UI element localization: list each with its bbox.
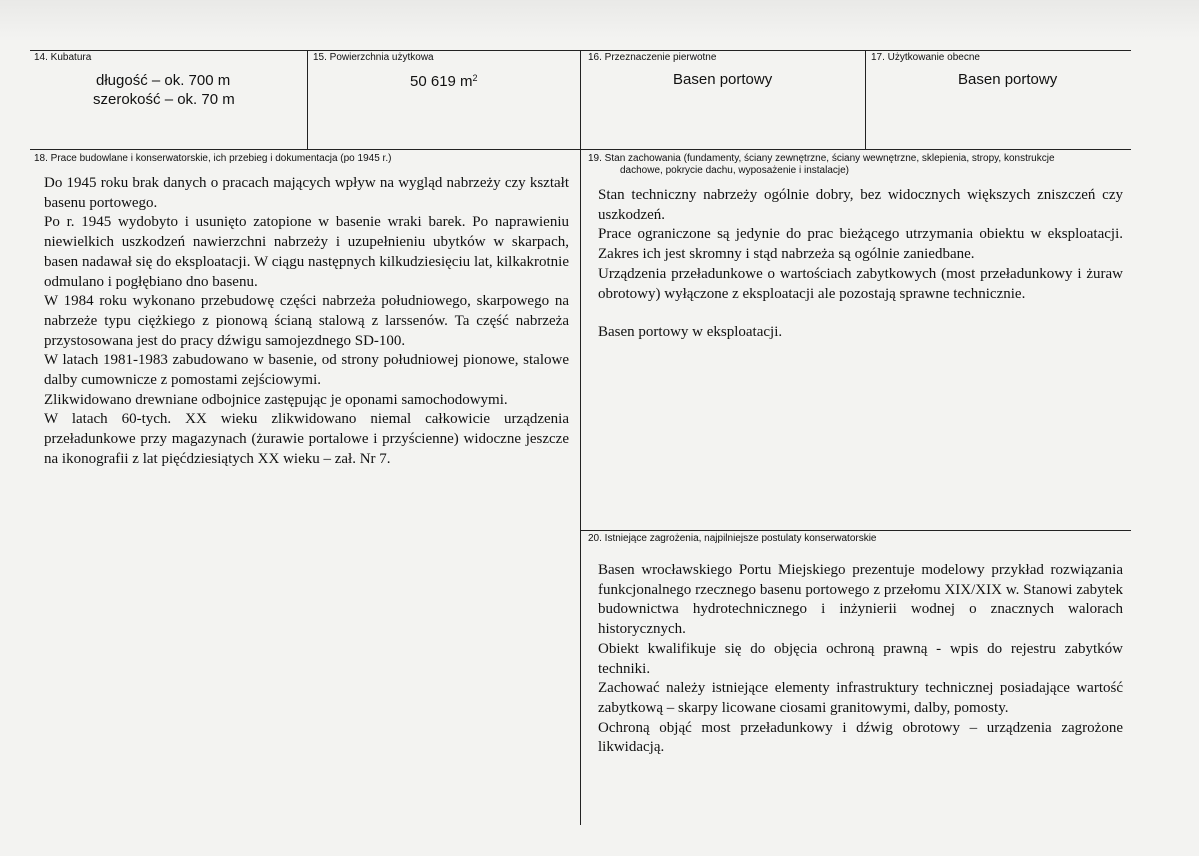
cell-18-paragraph: W latach 60-tych. XX wieku zlikwidowano niemal całkowicie urządzenia przeładunkowe przy magazynach (żurawie portalowe i przyścienne) widoczne jeszcze na ikonografii z lat pięćdziesiątych XX wieku – zał. Nr 7. — [44, 411, 569, 467]
cell-20-label: 20. Istniejące zagrożenia, najpilniejsze postulaty konserwatorskie — [588, 533, 877, 544]
cell-15-area-unit-sup: 2 — [472, 73, 478, 83]
cell-16-value: Basen portowy — [673, 71, 773, 88]
cell-17-label: 17. Użytkowanie obecne — [871, 52, 980, 63]
col-divider-16-17 — [865, 50, 866, 150]
cell-19-paragraph: Basen portowy w eksploatacji. — [598, 324, 783, 341]
cell-20-paragraph: Obiekt kwalifikuje się do objęcia ochroną prawną - wpis do rejestru zabytków techniki. — [598, 640, 1123, 677]
cell-18-paragraph: W 1984 roku wykonano przebudowę części nabrzeża południowego, skarpowego na nabrzeże typu ciężkiego z pionową ścianą stalową z larssenów. Ta część nabrzeża przystosowana jest do pracy dźwigu samojezdnego SD-100. — [44, 293, 569, 349]
cell-18-paragraph: Do 1945 roku brak danych o pracach mających wpływ na wygląd nabrzeży czy kształt basenu portowego. — [44, 175, 569, 211]
cell-19-paragraph: Urządzenia przeładunkowe o wartościach zabytkowych (most przeładunkowy i żuraw obrotowy) wyłączone z eksploatacji ale pozostają sprawne technicznie. — [598, 265, 1123, 302]
cell-18-paragraph: W latach 1981-1983 zabudowano w basenie, od strony południowej pionowe, stalowe dalby cumownicze z pomostami zejściowymi. — [44, 352, 569, 389]
cell-18-paragraph: Zlikwidowano drewniane odbojnice zastępując je oponami samochodowymi. — [44, 391, 508, 408]
cell-14-label: 14. Kubatura — [34, 52, 92, 63]
scan-top-edge — [0, 0, 1199, 38]
cell-17-value: Basen portowy — [958, 71, 1058, 88]
cell-19-paragraph: Prace ograniczone są jedynie do prac bieżącego utrzymania obiektu w eksploatacji. Zakres ich jest skromny i stąd nabrzeża są ogólnie zaniedbane. — [598, 226, 1123, 263]
cell-15-label: 15. Powierzchnia użytkowa — [313, 52, 434, 63]
cell-18-text — [44, 174, 569, 470]
row-divider-20 — [580, 530, 1131, 531]
cell-19-label-line2: dachowe, pokrycie dachu, wyposażenie i instalacje) — [620, 165, 850, 176]
cell-16-label: 16. Przeznaczenie pierwotne — [588, 52, 717, 63]
col-divider-14-15 — [307, 50, 308, 150]
cell-19-paragraph: Stan techniczny nabrzeży ogólnie dobry, bez widocznych większych zniszczeń czy uszkodzeń. — [598, 187, 1123, 223]
col-divider-main — [580, 50, 581, 825]
cell-20-paragraph: Zachować należy istniejące elementy infrastruktury technicznej posiadające wartość zabytkową – skarpy licowane ciosami granitowymi, dalby, pomosty. — [598, 680, 1123, 716]
cell-15-area — [410, 72, 478, 91]
cell-20-text — [598, 561, 1123, 758]
cell-18-paragraph: Po r. 1945 wydobyto i usunięto zatopione w basenie wraki barek. Po naprawieniu niewielkich uszkodzeń nawierzchni nabrzeży i uzupełnieniu ubytków w skarpach, basen nadawał się do eksploatacji. W ciągu następnych kilkudziesięciu lat, kilkakrotnie odmulano i pogłębiano dno basenu. — [44, 214, 569, 290]
cell-19-text — [598, 186, 1123, 343]
cell-19-label-line1: 19. Stan zachowania (fundamenty, ściany zewnętrzne, ściany wewnętrzne, sklepienia, stropy, konstrukcje — [588, 153, 1055, 164]
cell-18-label: 18. Prace budowlane i konserwatorskie, ich przebieg i dokumentacja (po 1945 r.) — [34, 153, 392, 164]
cell-14-width: szerokość – ok. 70 m — [93, 91, 235, 108]
cell-20-paragraph: Ochroną objąć most przeładunkowy i dźwig obrotowy – urządzenia zagrożone likwidacją. — [598, 719, 1123, 756]
cell-15-area-value: 50 619 m — [410, 73, 473, 90]
cell-14-length: długość – ok. 700 m — [96, 72, 231, 89]
cell-20-paragraph: Basen wrocławskiego Portu Miejskiego prezentuje modelowy przykład rozwiązania funkcjonalnego rzecznego basenu portowego z przełomu XIX/XIX w. Stanowi zabytek budownictwa hydrotechnicznego i inżynierii wodnej o znacznych walorach historycznych. — [598, 562, 1123, 638]
